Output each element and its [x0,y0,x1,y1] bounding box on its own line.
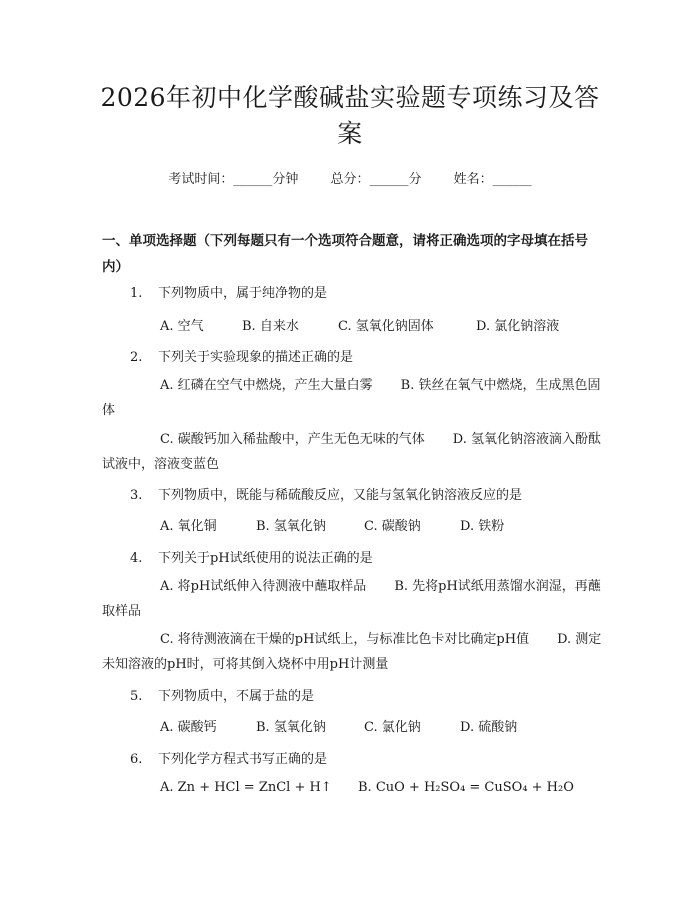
question-4-options-cd [102,627,602,677]
option-a: A. 空气 [160,319,204,334]
option-c: C. 将待测液滴在干燥的pH试纸上，与标准比色卡对比确定pH值 [160,632,530,647]
option-b: B. 铁丝在氧气中燃烧，生成黑色固体 [102,378,601,418]
question-text: 下列关于实验现象的描述正确的是 [158,350,354,365]
question-number: 1. [130,286,143,301]
option-a: A. 碳酸钙 [160,720,217,735]
option-a: A. Zn + HCl = ZnCl + H↑ [160,780,332,795]
option-a: A. 红磷在空气中燃烧，产生大量白雾 [160,378,373,393]
option-c: C. 氯化钠 [364,720,421,735]
option-d: D. 氢氧化钠溶液滴入酚酞试液中，溶液变蓝色 [102,432,601,472]
question-text: 下列物质中，不属于盐的是 [158,689,315,704]
exam-info [0,168,700,187]
exam-total-field: 总分：______分 [330,172,422,187]
question-number: 2. [130,350,143,365]
question-text: 下列物质中，属于纯净物的是 [158,286,328,301]
option-b: B. 氢氧化钠 [256,519,326,534]
question-3-options [160,515,504,534]
option-a: A. 氧化铜 [160,519,217,534]
option-c: C. 氢氧化钠固体 [338,319,434,334]
question-6-options [160,780,574,795]
question-text: 下列化学方程式书写正确的是 [158,752,328,767]
question-6 [130,748,327,767]
question-3 [130,484,522,503]
question-number: 3. [130,488,143,503]
question-number: 5. [130,689,143,704]
option-b: B. 自来水 [242,319,299,334]
question-text: 下列关于pH试纸使用的说法正确的是 [158,551,373,566]
option-d: D. 测定未知溶液的pH时，可将其倒入烧杯中用pH计测量 [102,632,602,672]
question-2 [130,346,353,365]
exam-time-field: 考试时间：______分钟 [168,172,299,187]
question-2-options-cd [102,427,602,477]
question-2-options-ab [102,373,602,423]
question-1 [130,282,327,301]
question-4-options-ab [102,574,602,624]
page-title: 2026年初中化学酸碱盐实验题专项练习及答案 [100,83,600,148]
question-5 [130,685,314,704]
student-name-field: 姓名：______ [453,172,532,187]
question-number: 6. [130,752,143,767]
question-text: 下列物质中，既能与稀硫酸反应，又能与氢氧化钠溶液反应的是 [158,488,523,503]
option-b: B. 氢氧化钠 [256,720,326,735]
option-b: B. 先将pH试纸用蒸馏水润湿，再蘸取样品 [102,579,601,619]
option-d: D. 硫酸钠 [460,720,518,735]
section-heading: 一、单项选择题（下列每题只有一个选项符合题意，请将正确选项的字母填在括号内） [102,233,588,275]
option-c: C. 碳酸钙加入稀盐酸中，产生无色无味的气体 [160,432,425,447]
question-number: 4. [130,551,143,566]
option-d: D. 铁粉 [460,519,505,534]
option-b: B. CuO + H₂SO₄ = CuSO₄ + H₂O [358,780,574,795]
question-4 [130,547,373,566]
question-5-options [160,716,517,735]
option-c: C. 碳酸钠 [364,519,421,534]
option-d: D. 氯化钠溶液 [476,319,560,334]
question-1-options [160,315,559,334]
option-a: A. 将pH试纸伸入待测液中蘸取样品 [160,579,367,594]
